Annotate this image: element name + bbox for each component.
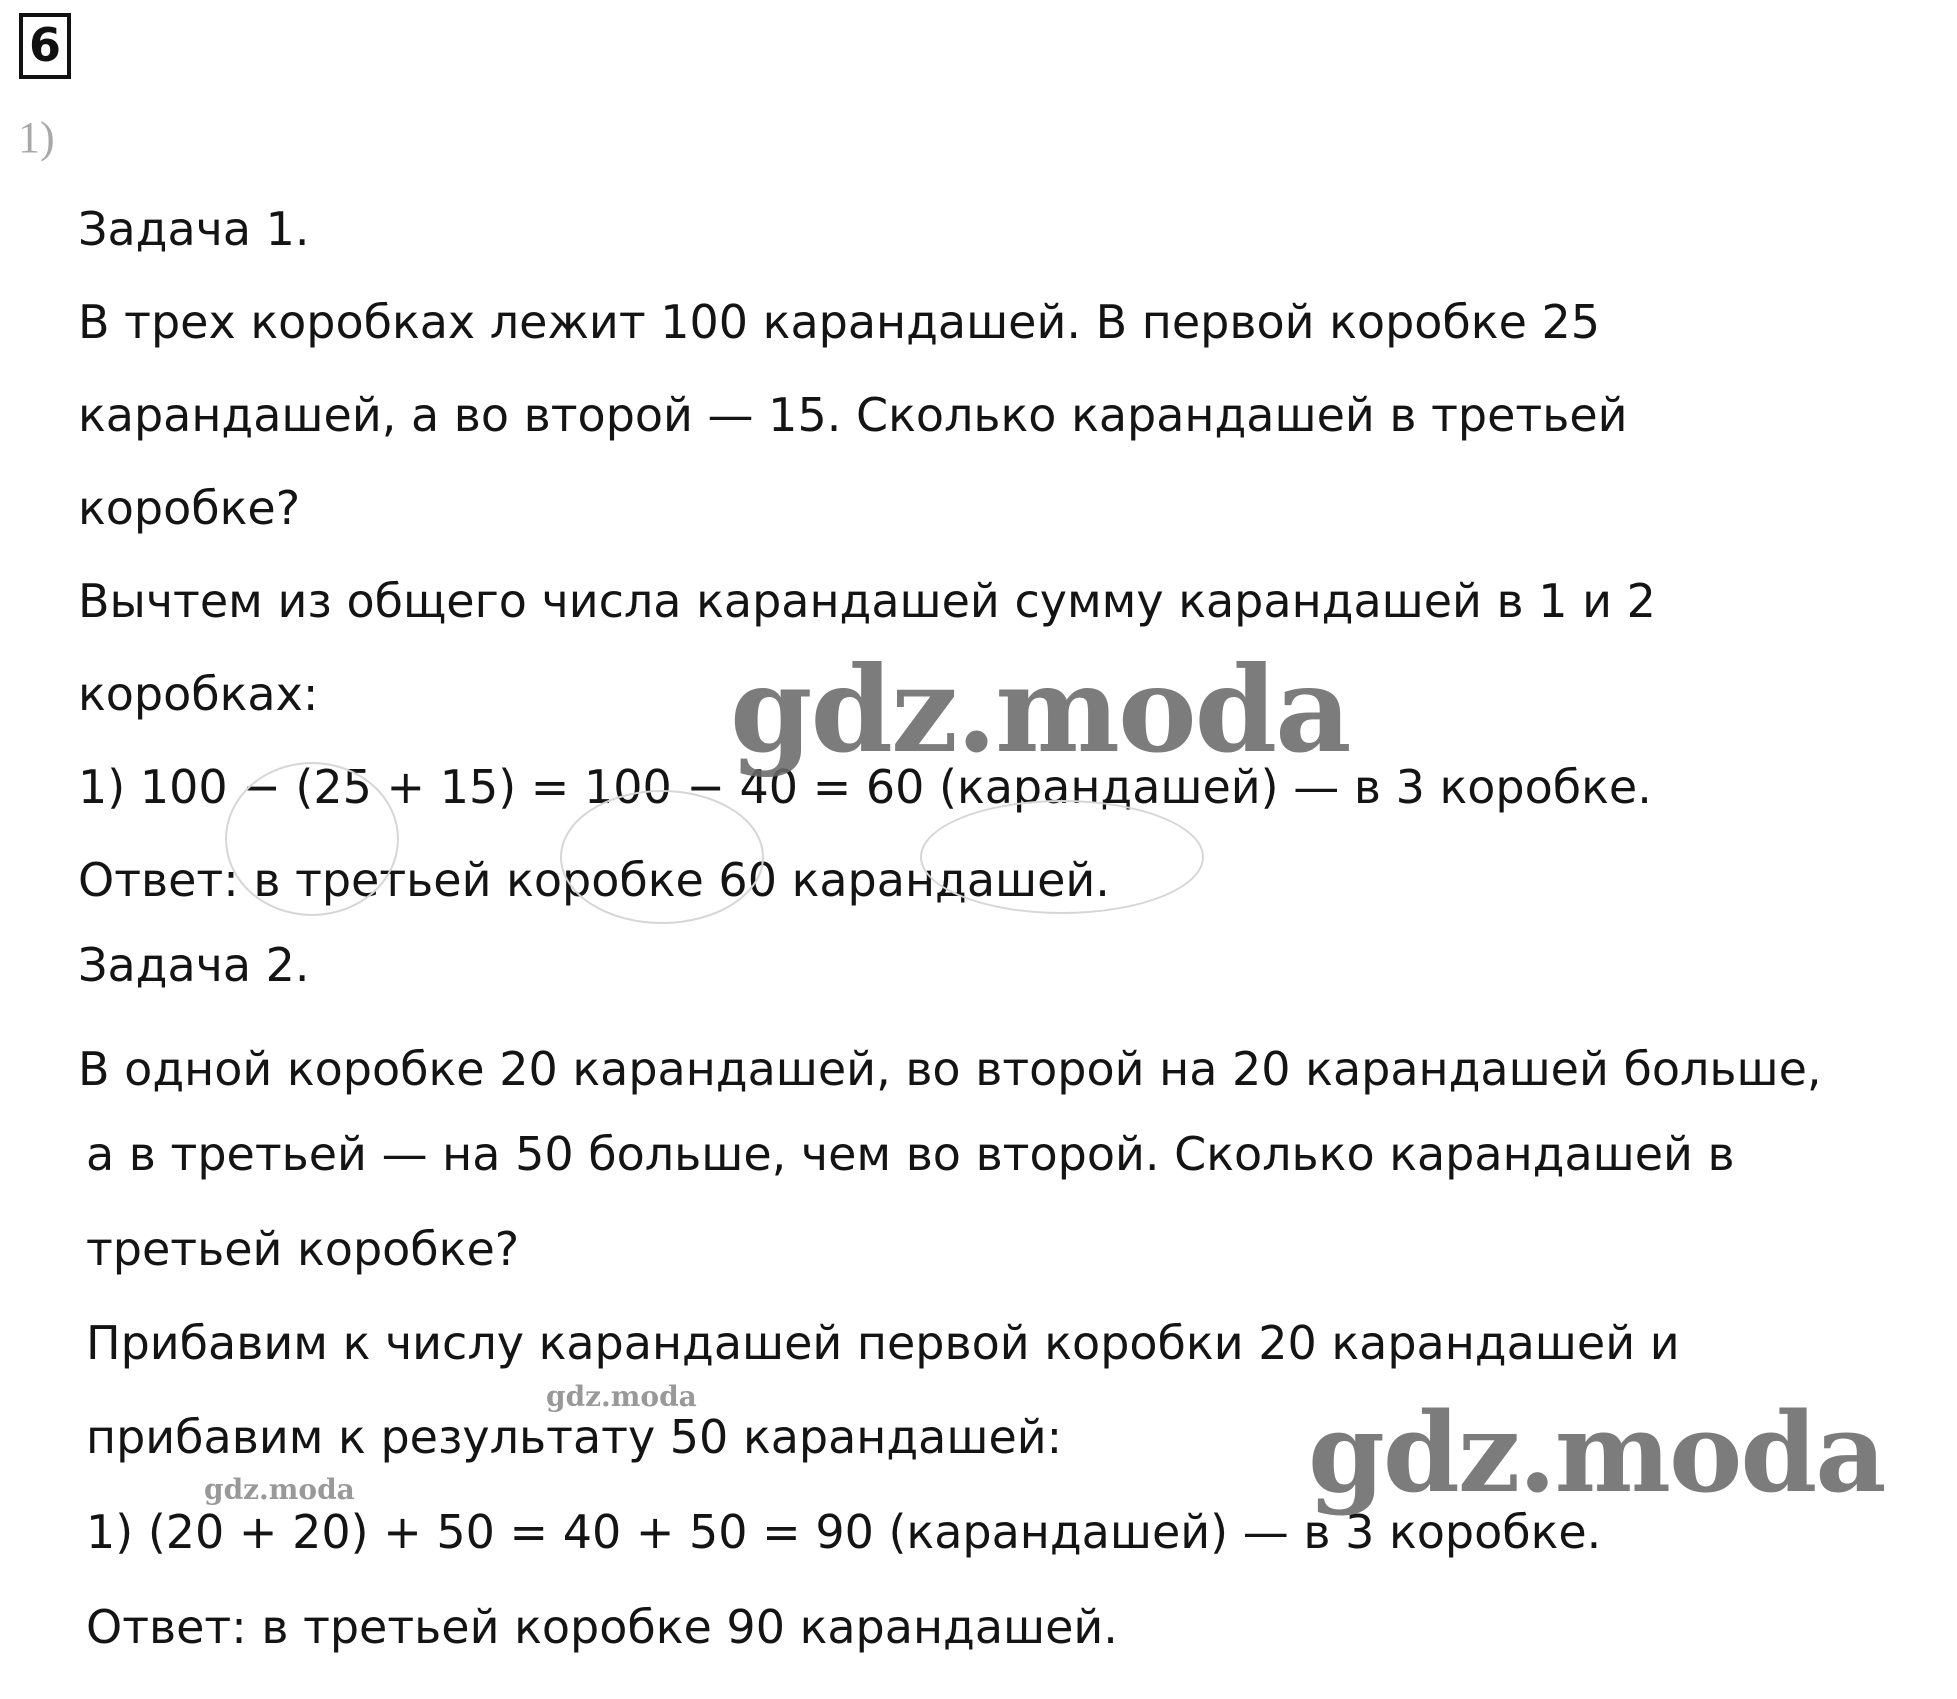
faint-watermark-mark — [560, 790, 764, 924]
task2-step-1: 1) (20 + 20) + 50 = 40 + 50 = 90 (карандашей) — в 3 коробке. — [86, 1505, 1602, 1559]
task1-condition-line-3: коробке? — [78, 481, 301, 535]
task1-solution-line-2: коробках: — [78, 667, 319, 721]
task1-step-1: 1) 100 − (25 + 15) = 100 − 40 = 60 (карандашей) — в 3 коробке. — [78, 760, 1652, 814]
task1-condition-line-2: карандашей, а во второй — 15. Сколько карандашей в третьей — [78, 388, 1628, 442]
faint-watermark-mark — [920, 800, 1204, 914]
task2-condition-line-3: третьей коробке? — [86, 1222, 520, 1276]
task2-condition-line-2: а в третьей — на 50 больше, чем во второй. Сколько карандашей в — [86, 1127, 1735, 1181]
watermark-logo: gdz.moda — [730, 640, 1350, 779]
task2-solution-line-1: Прибавим к числу карандашей первой коробки 20 карандашей и — [86, 1316, 1680, 1370]
task1-title: Задача 1. — [78, 202, 310, 256]
task2-title: Задача 2. — [78, 938, 310, 992]
task1-condition-line-1: В трех коробках лежит 100 карандашей. В первой коробке 25 — [78, 295, 1601, 349]
watermark-logo: gdz.moda — [1308, 1388, 1885, 1517]
task-number-box: 6 — [19, 13, 71, 79]
task1-solution-line-1: Вычтем из общего числа карандашей сумму карандашей в 1 и 2 — [78, 574, 1656, 628]
part-label: 1) — [18, 113, 55, 162]
watermark-logo-small: gdz.moda — [204, 1473, 355, 1506]
task2-condition-line-1: В одной коробке 20 карандашей, во второй на 20 карандашей больше, — [78, 1042, 1822, 1096]
task2-solution-line-2: прибавим к результату 50 карандашей: — [86, 1410, 1063, 1464]
task2-answer: Ответ: в третьей коробке 90 карандашей. — [86, 1600, 1118, 1654]
watermark-logo-small: gdz.moda — [546, 1380, 697, 1413]
faint-watermark-mark — [225, 762, 399, 916]
task1-answer: Ответ: в третьей коробке 60 карандашей. — [78, 853, 1110, 907]
